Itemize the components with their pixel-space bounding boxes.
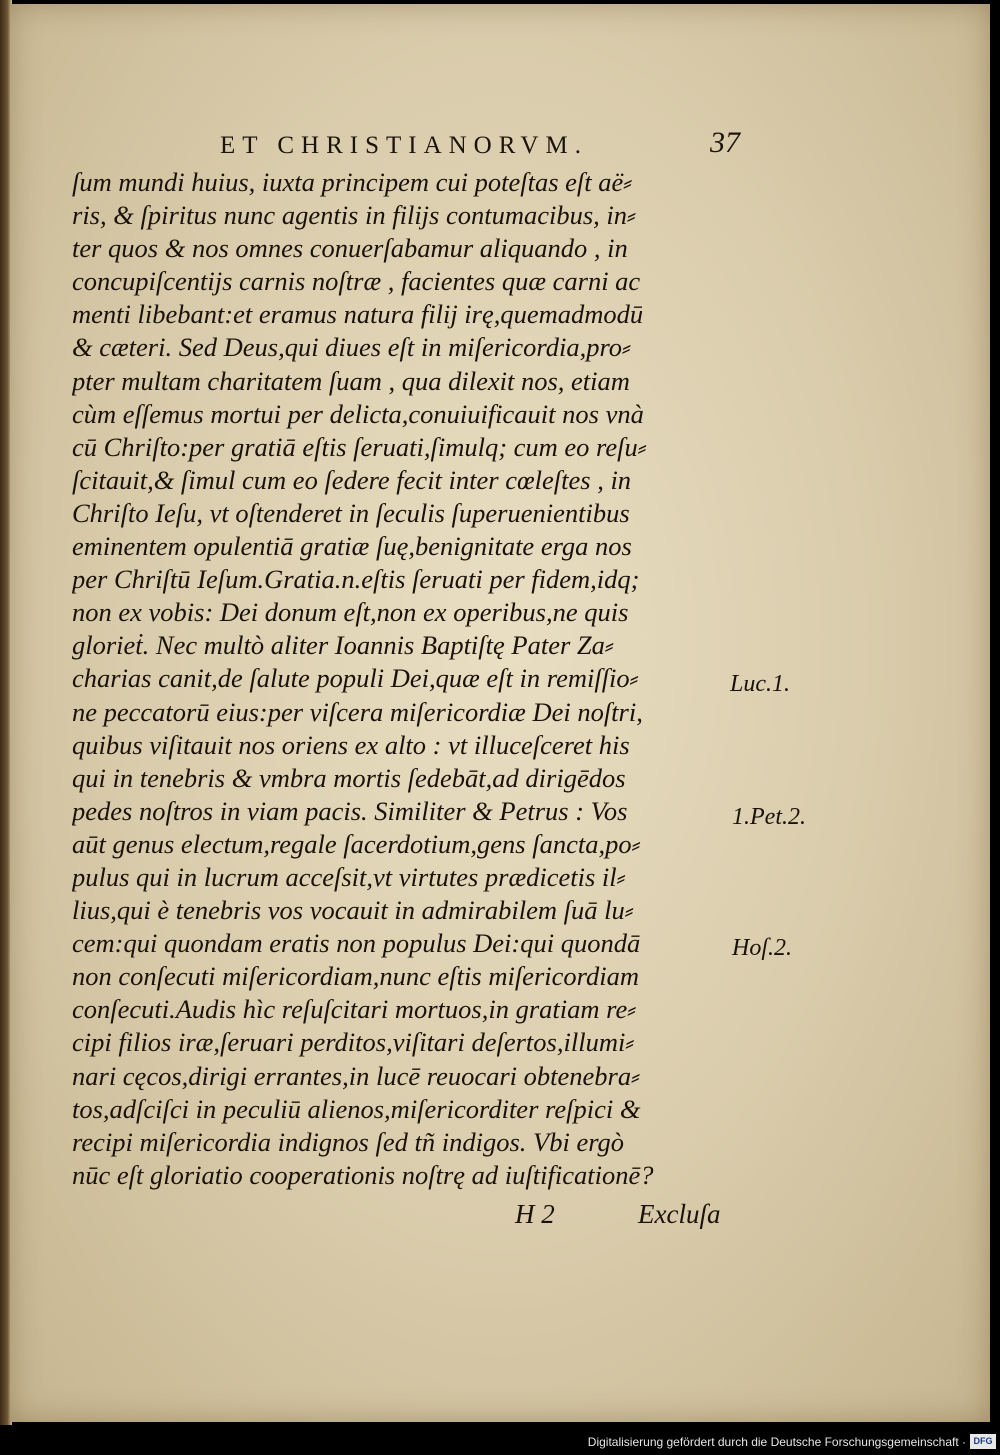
text-line: Chriſto Ieſu, vt oſtenderet in ſeculis ſuperuenientibus [72, 497, 630, 528]
margin-note-luke: Luc.1. [730, 671, 790, 697]
text-line: conſecuti.Audis hìc reſuſcitari mortuos,in gratiam re⸗ [72, 994, 637, 1025]
credit-bar [0, 1430, 1000, 1455]
text-line: ſum mundi huius, iuxta principem cui poteſtas eſt aë⸗ [72, 167, 633, 197]
text-line: glorieṫ. Nec multò aliter Ioannis Baptiſtę Pater Za⸗ [72, 630, 614, 661]
margin-note-hosea: Hoſ.2. [732, 935, 792, 961]
text-line: qui in tenebris & vmbra mortis ſedebāt,ad dirigēdos [72, 762, 626, 793]
text-line: cem:qui quondam eratis non populus Dei:qui quondā [72, 928, 641, 959]
text-line: pter multam charitatem ſuam , qua dilexit nos, etiam [72, 365, 630, 396]
text-line: nari cęcos,dirigi errantes,in lucē reuocari obtenebra⸗ [72, 1060, 640, 1091]
running-head: ET CHRISTIANORVM. [220, 132, 588, 159]
text-line: non conſecuti miſericordiam,nunc eſtis miſericordiam [72, 961, 639, 992]
text-line: nūc eſt gloriatio cooperationis noſtrę ad iuſtificationē? [72, 1159, 654, 1190]
text-line: pedes noſtros in viam pacis. Similiter & Petrus : Vos [72, 795, 628, 826]
funding-credit: Digitalisierung gefördert durch die Deutsche Forschungsgemeinschaft · [587, 1435, 966, 1449]
page-number: 37 [710, 126, 740, 159]
text-line: & cæteri. Sed Deus,qui diues eſt in miſericordia,pro⸗ [72, 332, 631, 363]
text-line: cū Chriſto:per gratiā eſtis ſeruati,ſimulq; cum eo reſu⸗ [72, 431, 647, 462]
text-line: aūt genus electum,regale ſacerdotium,gens ſancta,po⸗ [72, 828, 641, 859]
margin-note-peter: 1.Pet.2. [732, 804, 806, 830]
text-line: ter quos & nos omnes conuerſabamur aliquando , in [72, 233, 628, 264]
signature-mark: H 2 [515, 1199, 555, 1229]
text-line: concupiſcentijs carnis noſtræ , facientes quæ carni ac [72, 266, 641, 297]
text-line: charias canit,de ſalute populi Dei,quæ eſt in remiſſio⸗ [72, 663, 639, 694]
text-line: cùm eſſemus mortui per delicta,conuiuificauit nos vnà [72, 398, 644, 429]
book-page [10, 4, 990, 1422]
text-line: ſcitauit,& ſimul cum eo ſedere fecit inter cœleſtes , in [72, 464, 632, 495]
text-line: per Chriſtū Ieſum.Gratia.n.eſtis ſeruati per fidem,idq; [72, 564, 640, 595]
text-line: tos,adſciſci in peculiū alienos,miſericorditer reſpici & [72, 1093, 641, 1124]
dfg-logo-icon: DFG [970, 1434, 996, 1449]
text-line: pulus qui in lucrum acceſsit,vt virtutes prædicetis il⸗ [72, 861, 626, 892]
text-line: lius,qui è tenebris vos vocauit in admirabilem ſuā lu⸗ [72, 895, 634, 926]
text-line: quibus viſitauit nos oriens ex alto : vt illuceſceret his [72, 729, 630, 760]
text-line: menti libebant:et eramus natura filij irę,quemadmodū [72, 299, 644, 330]
body-text [72, 166, 752, 1192]
text-line: eminentem opulentiā gratiæ ſuę,benignitate erga nos [72, 531, 632, 562]
text-line: non ex vobis: Dei donum eſt,non ex operibus,ne quis [72, 597, 629, 628]
catchword: Excluſa [638, 1199, 721, 1229]
text-line: recipi miſericordia indignos ſed tñ indigos. Vbi ergò [72, 1126, 625, 1157]
text-line: ne peccatorū eius:per viſcera miſericordiæ Dei noſtri, [72, 696, 643, 727]
text-line: ris, & ſpiritus nunc agentis in filijs contumacibus, in⸗ [72, 200, 636, 231]
text-line: cipi filios iræ,ſeruari perditos,viſitari deſertos,illumi⸗ [72, 1027, 635, 1058]
